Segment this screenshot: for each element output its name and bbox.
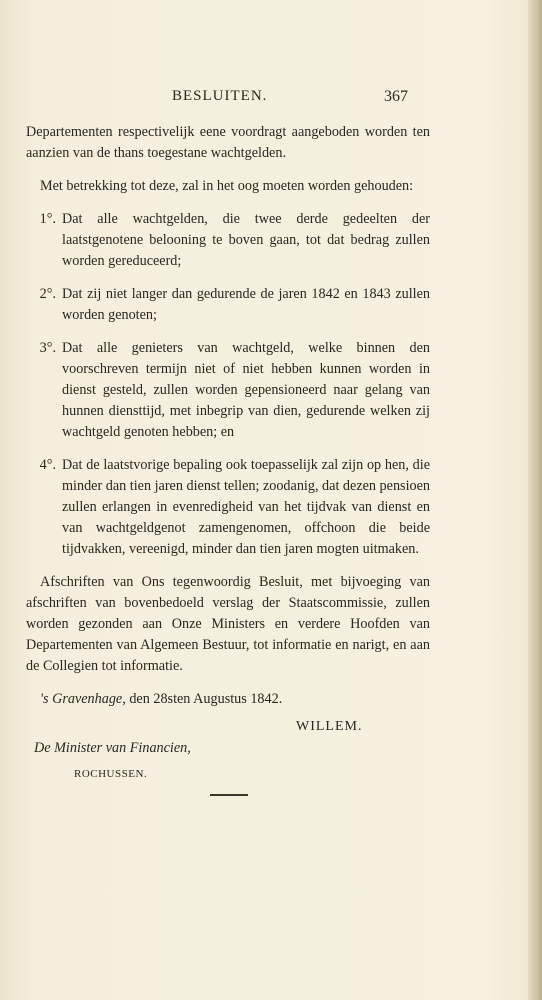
paragraph-2: Met betrekking tot deze, zal in het oog moeten worden gehouden: bbox=[40, 178, 414, 194]
running-head: BESLUITEN. bbox=[172, 88, 268, 104]
paragraph-1: Departementen respectivelijk eene voordragt aangeboden worden ten aanzien van de thans toegestane wachtgelden. bbox=[26, 124, 430, 161]
list-item bbox=[26, 209, 430, 272]
list-item-text: Dat alle genieters van wachtgeld, welke binnen den voorschreven termijn niet of niet hebben kunnen worden in dienst gesteld, zullen worden gepensioneerd naar gelang van hunnen diensttijd, met inbegrip van dien, gedurende welken zij wachtgeld genoten hebben; en bbox=[62, 340, 430, 440]
minister-name: ROCHUSSEN. bbox=[74, 768, 148, 780]
dateline bbox=[26, 689, 430, 710]
closing-paragraph: Afschriften van Ons tegenwoordig Besluit, met bijvoeging van afschriften van bovenbedoeld verslag der Staatscommissie, zullen worden gezonden aan Onze Ministers en verdere Hoofden van Departementen van Algemeen Bestuur, tot informatie en narigt, en aan de Collegien tot informatie. bbox=[26, 574, 430, 674]
list-item bbox=[26, 338, 430, 443]
king-signature: WILLEM. bbox=[296, 719, 363, 734]
minister-title: De Minister van Financien, bbox=[34, 740, 191, 756]
page-header bbox=[0, 88, 542, 112]
signature-block bbox=[26, 710, 430, 790]
list-item-number: 1°. bbox=[39, 211, 56, 227]
list-item-number: 2°. bbox=[39, 286, 56, 302]
list-item bbox=[26, 284, 430, 326]
page-body bbox=[26, 122, 430, 790]
book-spine bbox=[528, 0, 542, 1000]
list-item bbox=[26, 455, 430, 560]
closing-rule bbox=[210, 794, 248, 796]
list-item-text: Dat alle wachtgelden, die twee derde gedeelten der laatstgenotene belooning te boven gaan, tot dat bedrag zullen worden gereduceerd; bbox=[62, 211, 430, 269]
dateline-date: , den 28sten Augustus 1842. bbox=[122, 691, 283, 707]
list-item-text: Dat de laatstvorige bepaling ook toepasselijk zal zijn op hen, die minder dan tien jaren dienst tellen; zoodanig, dat dezen pensioen zullen erlangen in evenredigheid van het tijdvak van dienst en van wachtgeldgenot zamengenomen, offchoon die beide tijdvakken, vereenigd, minder dan tien jaren mogten uitmaken. bbox=[62, 457, 430, 557]
dateline-place: 's Gravenhage bbox=[40, 691, 123, 707]
list-item-number: 3°. bbox=[39, 340, 56, 356]
page-number: 367 bbox=[384, 88, 408, 105]
list-item-number: 4°. bbox=[39, 457, 56, 473]
list-item-text: Dat zij niet langer dan gedurende de jaren 1842 en 1843 zullen worden genoten; bbox=[62, 286, 430, 323]
